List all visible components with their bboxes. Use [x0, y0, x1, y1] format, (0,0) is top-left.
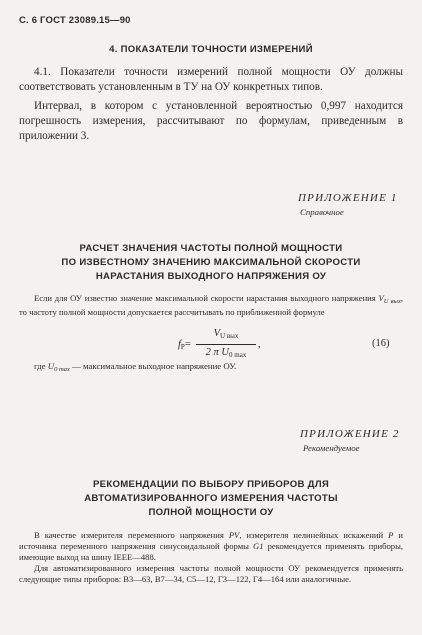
formula-denominator	[196, 346, 256, 362]
intro-text-b: , то частоту полной мощности допускается рассчитывать по приближенной формуле	[19, 293, 403, 318]
formula-lhs-var: f	[178, 339, 181, 350]
appendix-2-paragraph-2: Для автоматизированного измерения частоты полной мощности ОУ рекомендуется применять следующие типы приборов: В3—63, В7—34, С5—12, Г3—122, Г4—164 или аналогичные.	[19, 563, 403, 585]
where-text-a: где	[34, 361, 48, 371]
appendix-2-subtitle: Рекомендуемое	[303, 443, 360, 453]
intro-text-a: Если для ОУ известно значение максимальной скорости нарастания выходного напряжения	[34, 293, 379, 303]
p1-text-d: рекомендуется применять приборы, имеющие выход на шину IEEE—488.	[19, 541, 403, 563]
formula-den-main: 2 π U	[205, 347, 230, 358]
formula-comma: ,	[258, 339, 261, 350]
where-text-b: — максимальное выходное напряжение ОУ.	[69, 361, 237, 371]
formula-fraction	[196, 327, 256, 362]
page-header: С. 6 ГОСТ 23089.15—90	[19, 15, 131, 26]
section-4-title: 4. ПОКАЗАТЕЛИ ТОЧНОСТИ ИЗМЕРЕНИЙ	[109, 44, 313, 55]
appendix-1-heading-line-1: РАСЧЕТ ЗНАЧЕНИЯ ЧАСТОТЫ ПОЛНОЙ МОЩНОСТИ	[79, 243, 343, 254]
p1-g1: G1	[253, 541, 264, 552]
intro-var-v: V	[378, 293, 384, 303]
appendix-2-heading-line-3: ПОЛНОЙ МОЩНОСТИ ОУ	[148, 507, 274, 518]
formula-numerator	[196, 327, 256, 343]
appendix-2-paragraph-1	[19, 530, 403, 564]
section-4-paragraph-2: Интервал, в котором с установленной вероятностью 0,997 находится погрешность измерения, рассчитывают по формулам, приведенным в приложении 3.	[19, 100, 403, 142]
formula-num-var: V	[213, 328, 221, 339]
appendix-1-heading-line-3: НАРАСТАНИЯ ВЫХОДНОГО НАПРЯЖЕНИЯ ОУ	[95, 271, 327, 282]
formula-num-sub: U вых	[220, 332, 239, 340]
intro-var-sub: U вых	[383, 298, 401, 305]
section-4-paragraph-1: 4.1. Показатели точности измерений полной мощности ОУ должны соответствовать установленным в ТУ на ОУ конкретных типов.	[19, 66, 403, 93]
p1-text-c: и источника переменного напряжения синусоидальной формы	[19, 530, 404, 552]
p1-text-a: В качестве измерителя переменного напряжения	[34, 530, 229, 540]
p1-text-b: , измерителя нелинейных искажений	[239, 530, 389, 540]
where-var: U	[47, 361, 55, 371]
appendix-2-title: ПРИЛОЖЕНИЕ 2	[300, 428, 400, 440]
p1-p: P	[388, 530, 394, 540]
appendix-1-title: ПРИЛОЖЕНИЕ 1	[298, 192, 398, 204]
appendix-1-subtitle: Справочное	[300, 207, 344, 217]
appendix-1-heading-line-2: ПО ИЗВЕСТНОМУ ЗНАЧЕНИЮ МАКСИМАЛЬНОЙ СКОРОСТИ	[61, 257, 361, 268]
fraction-bar	[196, 344, 256, 345]
appendix-1-intro	[19, 293, 403, 318]
p1-pv: PV	[228, 530, 240, 540]
formula-16	[178, 327, 348, 363]
formula-equals: =	[184, 339, 191, 350]
formula-lhs	[178, 339, 191, 351]
appendix-2-heading-line-1: РЕКОМЕНДАЦИИ ПО ВЫБОРУ ПРИБОРОВ ДЛЯ	[92, 479, 330, 490]
formula-lhs-sub: P	[180, 343, 185, 351]
formula-number: (16)	[372, 338, 390, 349]
appendix-2-heading-line-2: АВТОМАТИЗИРОВАННОГО ИЗМЕРЕНИЯ ЧАСТОТЫ	[84, 493, 338, 504]
formula-den-sub: 0 max	[229, 351, 247, 359]
where-var-sub: 0 max	[54, 366, 70, 373]
formula-where-clause	[34, 361, 236, 373]
